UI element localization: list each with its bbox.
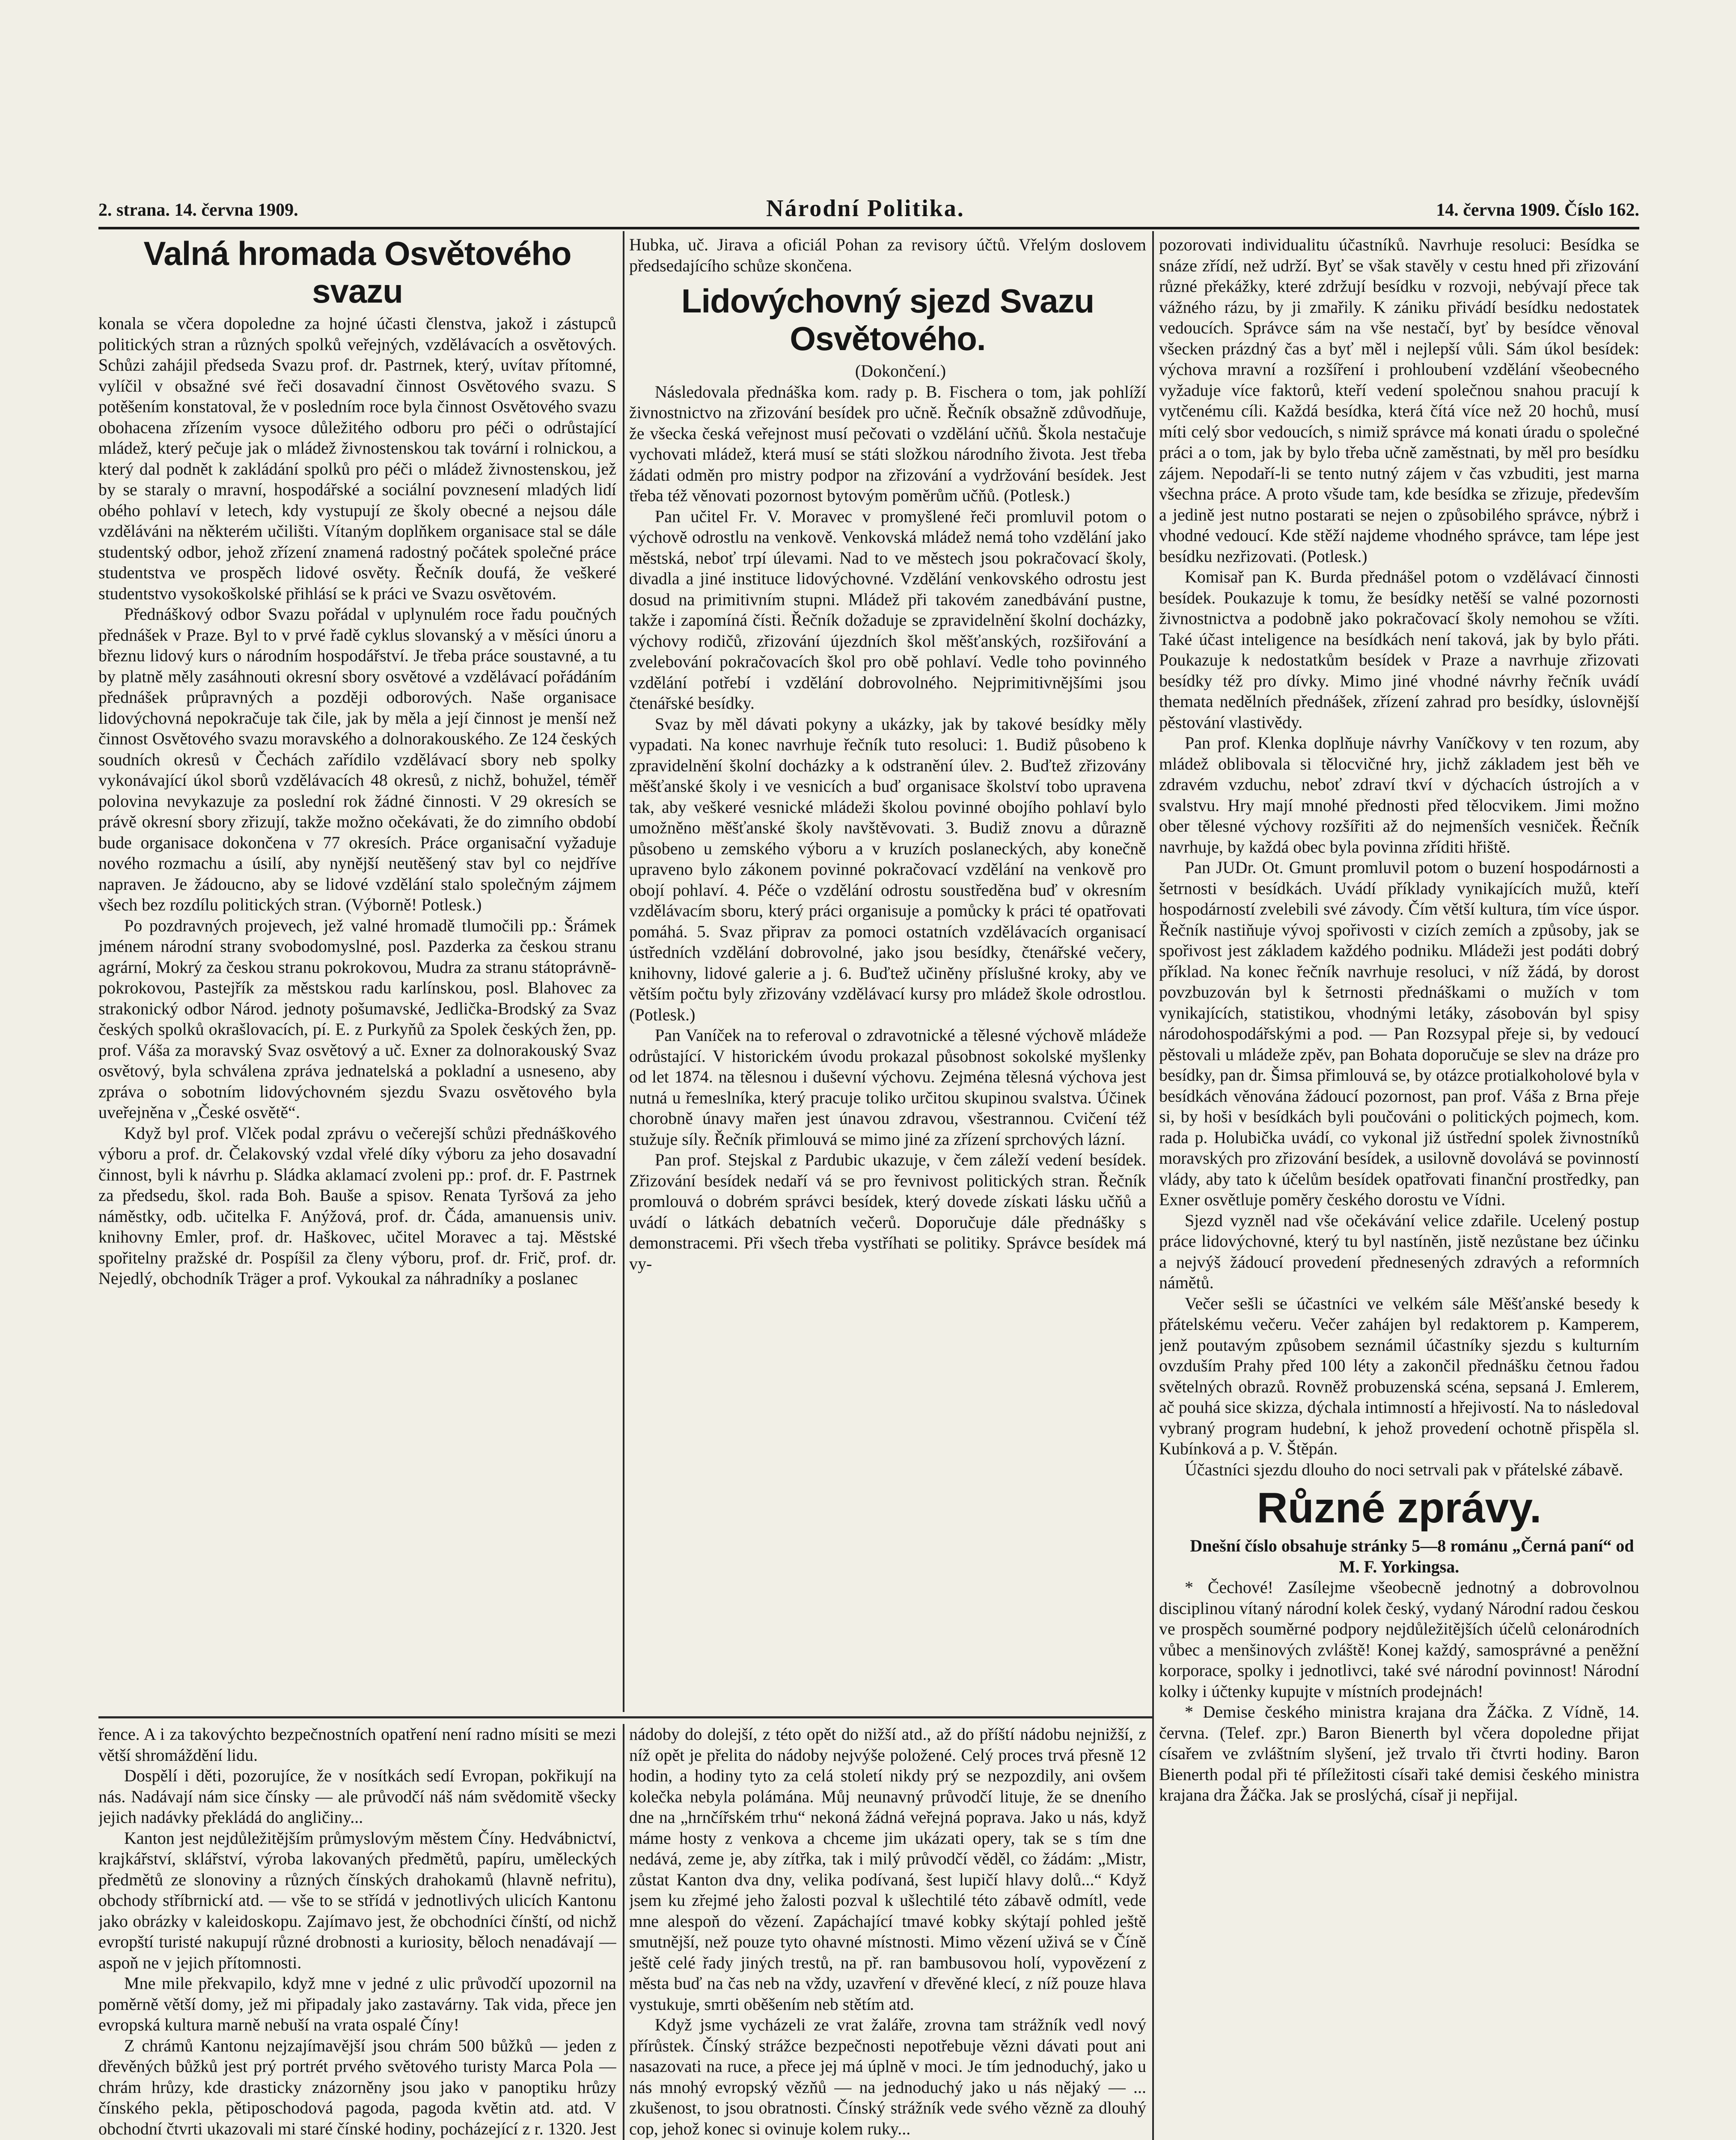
column-3 — [1159, 235, 1639, 2140]
article-paragraph: Sjezd vyzněl nad vše očekávání velice zdařile. Ucelený postup práce lidovýchovné, který tu byl nastíněn, jistě nezůstane bez účinku a nejvýš žádoucí provedení přednesených zdravých a reformních námětů. — [1159, 1210, 1639, 1292]
page-header — [98, 195, 1639, 229]
feuilleton-rule — [98, 1716, 1152, 1718]
feuilleton-left — [98, 1724, 616, 2140]
news-item: * Demise českého ministra krajana dra Žáčka. Z Vídně, 14. června. (Telef. zpr.) Baron Bienerth byl včera dopoledne přijat císařem ve zvláštním slyšení, jež trvalo tři čtvrti hodiny. Baron Bienerth podal při té příležitosti císaři také demisi českého ministra krajana dra Žáčka. Jak se proslýchá, císař ji nepřijal. — [1159, 1702, 1639, 1804]
article-subhead: (Dokončení.) — [855, 361, 946, 380]
article-paragraph: Přednáškový odbor Svazu pořádal v uplynulém roce řadu poučných přednášek v Praze. Byl to v prvé řadě cyklus slovanský a v měsíci únoru a březnu lidový kurs o národním hospodářství. Je třeba práce soustavné, a tu by platně měly zasáhnouti okresní sbory osvětové a vzdělávací pořádáním přednášek průpravných a později odborových. Naše organisace lidovýchovná nepokračuje tak čile, jak by měla a její činnost je menší než činnost Osvětového svazu moravského a dolnorakouského. Ze 124 českých soudních okresů v Čechách zařídilo vzdělávací sbory neb spolky vykonávající úkol sborů vzdělávacích 48 okresů, z nichž, bohužel, téměř polovina nevykazuje za poslední rok žádné činnosti. V 29 okresích se právě okresní sbory zřizují, takže možno očekávati, že do zimního období bude organisace dokončena v 77 okresích. Práce organisační vyžaduje nového rozmachu a úsilí, aby nynější neutěšený stav byl co nejdříve napraven. Je žádoucno, aby se lidové vzdělání stalo společným zájmem všech bez rozdílu politických stran. (Výborně! Potlesk.) — [98, 604, 616, 914]
header-date-left: 2. strana. 14. června 1909. — [98, 200, 298, 220]
notice-line: Dnešní číslo obsahuje stránky 5—8 románu „Černá paní“ od M. F. Yorkingsa. — [1190, 1536, 1634, 1576]
feuilleton-paragraph: Když jsme vycházeli ze vrat žaláře, zrovna tam strážník vedl nový přírůstek. Čínský strážce bezpečnosti nepotřebuje vězni dávati pout ani nasazovati na ruce, a přece jej má úplně v moci. Je tím jednoduchý, jako u nás mnohý evropský vězňů — na jednoduchý jako u nás nějaký — ... zkušenost, to jsou obratnosti. Čínský strážník vede svého vězně za dlouhý cop, jehož konec si ovinuje kolem ruky... — [629, 2015, 1146, 2138]
feuilleton-paragraph: Kanton jest nejdůležitějším průmyslovým městem Číny. Hedvábnictví, krajkářství, sklářství, výroba lakovaných předmětů, papíru, uměleckých předmětů ze slonoviny a různých čínských drahokamů (hlavně nefritu), obchody stříbrnickí atd. — vše to se střídá v jednotlivých ulicích Kantonu jako obrázky v kaleidoskopu. Zajímavo jest, že obchodníci čínští, od nichž evropští turisté nakupují různé drobnosti a kuriosity, běloch nenadávají — aspoň ne v jejich přítomnosti. — [98, 1828, 616, 1972]
article-paragraph: Pan prof. Klenka doplňuje návrhy Vaníčkovy v ten rozum, aby mládež oblibovala si tělocvičné hry, jichž základem jest běh ve zdravém vzduchu, neboť zdraví tkví v dýchacích ústrojích a v svalstvu. Hry mají mnohé přednosti před tělocvikem. Jimi možno ober tělesné výchovy rozšířiti až do nejmenších vesniček. Řečník navrhuje, by každá obec byla povinna zříditi hřiště. — [1159, 733, 1639, 856]
article-headline-valna-hromada: Valná hromada Osvětového svazu — [143, 235, 571, 310]
article-paragraph: pozorovati individualitu účastníků. Navrhuje resoluci: Besídka se snáze zřídí, než udrží. Byť se však stavěly v cestu hned při zřizování různé překážky, které zdržují besídku v rozvoji, nebývají přece tak vážného rázu, by ji zmařily. K zániku přivádí besídku nedostatek vedoucích. Správce sám na vše nestačí, byť by besídce věnoval všecken prázdný čas a byť měl i nejlepší vůli. Sám úkol besídek: výchova mravní a rozšíření i prohloubení vzdělání všeobecného vyžaduje více faktorů, kteří vedení společnou snahou pracují k vytčenému cíli. Každá besídka, která čítá více než 20 hochů, musí míti celý sbor vedoucích, s nimiž správce má konati úradu o společné práci a o tom, jak by bylo třeba učně zaměstnati, by měl pro besídku zájem. Nepodaří-li se tento nutný zájem v čas vzbuditi, jest marna všechna práce. A proto všude tam, kde besídka se zřizuje, především a jedině jest nutno postarati se nejen o způsobilého správce, nýbrž i vhodné vedoucí. Kde stěží najdeme vhodného správce, tam lépe jest besídku nezřizovati. (Potlesk.) — [1159, 235, 1639, 566]
article-headline-lidovychovny-sjezd: Lidovýchovný sjezd Svazu Osvětového. — [681, 282, 1094, 357]
article-paragraph: Když byl prof. Vlček podal zprávu o večerejší schůzi přednáškového výboru a prof. dr. Čelakovský vzdal vřelé díky výboru za jeho dosavadní činnost, byli k návrhu p. Sládka aklamací zvoleni pp.: prof. dr. F. Pastrnek za předsedu, škol. rada Boh. Bauše a spisov. Renata Tyršová za jeho náměstky, odb. učitelka F. Anýžová, prof. dr. Čáda, amanuensis univ. knihovny Emler, prof. dr. Haškovec, učitel Moravec a taj. Městské spořitelny pražské dr. Pospíšil za členy výboru, prof. dr. Frič, prof. dr. Nejedlý, obchodník Träger a prof. Vykoukal za náhradníky a poslanec — [98, 1123, 616, 1288]
article-paragraph: konala se včera dopoledne za hojné účasti členstva, jakož i zástupců politických stran a různých spolků veřejných, vzdělávacích a osvětových. Schůzi zahájil předseda Svazu prof. dr. Pastrnek, který, uvítav přítomné, vylíčil v obsažné své řeči dosavadní činnost Osvětového svazu. S potěšením konstatoval, že v posledním roce byla činnost Osvětového svazu obohacena zřízením vysoce důležitého odboru pro péči o odrůstající mládež, který pečuje jak o mládež živnostenskou tak tovární i rolnickou, a který dal podnět k zakládání spolků pro péči o mládež živnostenskou, jež by se staraly o mravní, hospodářské a sociální povznesení mladých lidí obého pohlaví v letech, kdy vystupují ze školy obecné a nejsou dále vzděláváni na některém učilišti. Vítaným doplňkem organisace stal se dále studentský odbor, jehož zřízení znamená radostný počátek společné práce studentstva ve prospěch lidové osvěty. Řečník doufá, že veškeré studentstvo vysokoškolské přihlásí se k práci ve Svazu osvětovém. — [98, 314, 616, 603]
header-date-right: 14. června 1909. Číslo 162. — [1436, 200, 1639, 220]
feuilleton-paragraph: Z chrámů Kantonu nejzajímavější jsou chrám 500 bůžků — jeden z dřevěných bůžků jest prý portrét prvého světového turisty Marca Pola — chrám hrůzy, kde drasticky znázorněny jsou jako v panoptiku hrůzy čínského pekla, pětiposchodová pagoda, pagoda květin atd. atd. V obchodní čtvrti ukazovali mi staré čínské hodiny, pocházející z r. 1320. Jest — [98, 2036, 616, 2138]
feuilleton-paragraph: Mne mile překvapilo, když mne v jedné z ulic průvodčí upozornil na poměrně větší domy, jež mi připadaly jako zastavárny. Tak vida, přece jen evropská kultura marně nebuší na vrata ospalé Číny! — [98, 1974, 616, 2034]
article-paragraph: Následovala přednáška kom. rady p. B. Fischera o tom, jak pohlíží živnostnictvo na zřizování besídek pro učně. Řečník obsažně zdůvodňuje, že všecka česká veřejnost musí pečovati o vzdělání učňů. Škola nestačuje vychovati mládež, která musí se státi složkou národního života. Jest třeba žádati odměn pro mistry podpor na zřizování a vydržování besídek. Jest třeba též věnovati pozornost bytovým poměrům učňů. (Potlesk.) — [629, 382, 1146, 505]
column-1 — [98, 235, 616, 1713]
article-paragraph: Pan JUDr. Ot. Gmunt promluvil potom o buzení hospodárnosti a šetrnosti v besídkách. Uvádí příklady vynikajících mužů, kteří hospodárností zvelebili své závody. Čím větší kultura, tím více úspor. Řečník nastiňuje vývoj spořivosti v cizích zemích a způsoby, jak se spořivost jest základem každého podniku. Mládeži jest podáti dobrý příklad. Na konec řečník navrhuje resoluci, v níž žádá, by dorost povzbuzován byl k šetrnosti přednáškami o mužích v tom vynikajících, statistikou, vhodnými letáky, zásobován byl spisy národohospodářskými a pod. — Pan Rozsypal přeje si, by vedoucí pěstovali u mládeže zpěv, pan Bohata doporučuje se slev na dráze pro besídky, pan dr. Šimsa přimlouvá se, by otázce protialkoholové byla v besídkách věnována žádoucí pozornost, pan prof. Váša z Brna přeje si, by hoši v besídkách byli poučováni o politických pojmech, kom. rada p. Holubička uvádí, co vykonal již ústřední spolek živnostníků moravských pro zřizování besídek, a usilovně dovolává se povinností vlády, aby tato k účelům besídek opatřovati finanční prostředky, pan Exner osvětluje poměry českého dorostu ve Vídni. — [1159, 858, 1639, 1209]
article-paragraph: Účastníci sjezdu dlouho do noci setrvali pak v přátelské zábavě. — [1185, 1459, 1623, 1479]
column-2 — [629, 235, 1146, 1713]
news-item: * Čechové! Zasílejme všeobecně jednotný a dobrovolnou disciplinou vítaný národní kolek český, vydaný Národní radou českou ve prospěch souměrné podpory nejdůležitějších účelů celonárodních vůbec a menšinových zvláště! Konej každý, samosprávné a peněžní korporace, spolky i jednotlivci, také své národní povinnost! Národní kolky i účtenky kupujte v místních prodejnách! — [1159, 1578, 1639, 1701]
article-paragraph: Komisař pan K. Burda přednášel potom o vzdělávací činnosti besídek. Poukazuje k tomu, že besídky netěší se valné pozornosti živnostnictva a podobně jako pokračovací školy nemohou se vžíti. Také účast inteligence na besídkách není taková, jak by bylo přáti. Poukazuje k nedostatkům besídek v Praze a navrhuje zřizovati besídky též pro dívky. Mimo jiné vhodné návrhy řečník uvádí themata nedělních přednášek, zřízení zahrad pro besídky, úslovnější pěstování vlastivědy. — [1159, 567, 1639, 732]
article-paragraph: Po pozdravných projevech, jež valné hromadě tlumočili pp.: Šrámek jménem národní strany svobodomyslné, posl. Pazderka za českou stranu agrární, Mokrý za českou stranu pokrokovou, Mudra za stranu státoprávně-pokrokovou, Pastejřík za městskou radu karlínskou, posl. Blahovec za strakonický odbor Národ. jednoty pošumavské, Jedlička-Brodský za Svaz českých spolků okrašlovacích, pí. E. z Purkyňů za Spolek českých žen, pp. prof. Váša za moravský Svaz osvětový a uč. Exner za dolnorakouský Svaz osvětový, byla schválena zpráva jednatelská a pokladní a usneseno, aby zpráva o sobotním lidovýchovném sjezdu Svazu osvětového byla uveřejněna v „České osvětě“. — [98, 915, 616, 1122]
feuilleton-paragraph: nádoby do dolejší, z této opět do nižší atd., až do příští nádobu nejnižší, z níž opět je přelita do nádoby nejvýše položené. Celý proces trvá přesně 12 hodin, a hodiny tyto za celá století nikdy prý se nezpozdily, ani ovšem kolečka nebyla polámána. Můj neunavný průvodčí lituje, že se dneního dne na „hrnčířském trhu“ nekoná žádná veřejná poprava. Jako u nás, když máme hosty z venkova a chceme jim ukázati opery, tak se s tím dne nedává, zeme je, aby zítřka, tak i milý průvodčí věděl, co žádám: „Mistr, zůstat Kanton dva dny, velika podívaná, šest lupičí hlavy dolů...“ Když jsem ku zřejmé jeho žalosti pozval k ušlechtilé této zábavě odmítl, vede mne alespoň do vězení. Zapáchající tmavé kobky skýtají pohled ještě smutnější, než pouze tyto ohavné místnosti. Mimo vězení uživá se v Číně ještě celé řady jiných trestů, na př. ran bambusovou holí, vypovězení z města buď na čas neb na vždy, uzavření v dřevěné klecí, z níž pouze hlava vystukuje, smrti oběšením neb stětím atd. — [629, 1724, 1146, 2014]
feuilleton-paragraph: Dospělí i děti, pozorujíce, že v nosítkách sedí Evropan, pokřikují na nás. Nadávají nám sice čínsky — ale průvodčí náš nám svědomitě všecky jejich nadávky překládá do angličiny... — [98, 1766, 616, 1827]
column-rule-feuilleton — [623, 1724, 624, 2140]
masthead-title: Národní Politika. — [766, 195, 965, 222]
article-paragraph: Pan učitel Fr. V. Moravec v promyšlené řeči promluvil potom o výchově odrostlu na venkově. Venkovská mládež nemá toho vzdělání jako městská, neboť trpí úlevami. Nad to ve městech jsou pokračovací školy, divadla a jiné instituce lidovýchovné. Vzdělání venkovského odrostu jest dosud na primitivním stupni. Mládež při takovém zanedbávání pustne, takže i zapomíná čísti. Řečník dožaduje se zpravidelnění školní docházky, výchovy rodičů, zřizování újezdních škol měšťanských, rozšiřování a zvelebování pokračovacích škol pro obě pohlaví. Vedle toho povinného vzdělání potřebí i vzdělání dobrovolného. Nejprimitivnějšími jsou čtenářské besídky. — [629, 506, 1146, 713]
feuilleton-paragraph: řence. A i za takovýchto bezpečnostních opatření není radno mísiti se mezi větší shromáždění lidu. — [98, 1724, 616, 1765]
article-paragraph: Svaz by měl dávati pokyny a ukázky, jak by takové besídky měly vypadati. Na konec navrhuje řečník tuto resoluci: 1. Budiž působeno k zpravidelnění školní docházky a k odstranění úlev. 2. Buďtež zřizovány měšťanské školy i ve vesnicích a buď organisace školství tobo upravena tak, aby veškeré vesnické mládeži školou povinné obojího pohlaví bylo umožněno měšťanské školy navštěvovati. 3. Budiž znovu a důrazně působeno u zemského výboru a v kruzích poslaneckých, aby konečně upraveno bylo zákonem povinné pokračovací vzdělání na venkově pro obojí pohlaví. 4. Péče o vzdělání odrostu soustředěna buď v okresním vzdělávacím sboru, který práci organisuje a pomůcky k práci té opatřovati pomáhá. 5. Svaz připrav za pomoci ostatních vzdělávacích organisací ústředních vzdělání dobrovolné, jako jsou besídky, čtenářské večery, knihovny, lidové galerie a j. 6. Buďtež učiněny příslušné kroky, aby ve větším počtu byly zřizovány vzdělávací kursy pro mládež škole odrostlou. (Potlesk.) — [629, 714, 1146, 1024]
feuilleton-right — [629, 1724, 1146, 2140]
column-rule-1 — [623, 231, 624, 1712]
section-heading-ruzne-zpravy: Různé zprávy. — [1257, 1484, 1542, 1532]
article-paragraph: Hubka, uč. Jirava a oficiál Pohan za revisory účtů. Vřelým doslovem předsedajícího schůze skončena. — [629, 235, 1146, 275]
article-paragraph: Pan Vaníček na to referoval o zdravotnické a tělesné výchově mládeže odrůstající. V historickém úvodu prokazal působnost sokolské myšlenky od let 1874. na tělesnou i duševní výchovu. Zejména tělesná výchova jest nutná u řemeslníka, který pracuje tolikо určitou skupinou svalstva. Účinek chorobně únavy mařen jest únavou zdravou, všestrannou. Cvičení též stužuje síly. Řečník přimlouvá se mimo jiné za zřízení sprchových lázní. — [629, 1025, 1146, 1149]
article-paragraph: Večer sešli se účastníci ve velkém sále Měšťanské besedy k přátelskému večeru. Večer zahájen byl redaktorem p. Kamperem, jenž poutavým způsobem seznámil účastníky sjezdu s kulturním ovzduším Prahy před 100 léty a zakončil přednášku četnou řadou světelných obrazů. Rovněž probuzenská scéna, sepsaná J. Emlerem, ač pouhá sice skizza, dýchala intimností a hřejivostí. Na to následoval vybraný program hudební, k jehož provedení ochotně přispěla sl. Kubínková a p. V. Štěpán. — [1159, 1293, 1639, 1458]
article-paragraph: Pan prof. Stejskal z Pardubic ukazuje, v čem záleží vedení besídek. Zřizování besídek nedaří vá se pro řevnivost politických stran. Řečník promlouvá o dobrém správci besídek, který dovede získati lásku učňů a uvádí o látkách debatních večerů. Doporučuje dále přednášky s demonstracemi. Při všech třeba vystříhati se politiky. Správce besídek má vy- — [629, 1150, 1146, 1273]
header-rule — [98, 227, 1639, 229]
column-rule-2 — [1152, 231, 1154, 2140]
